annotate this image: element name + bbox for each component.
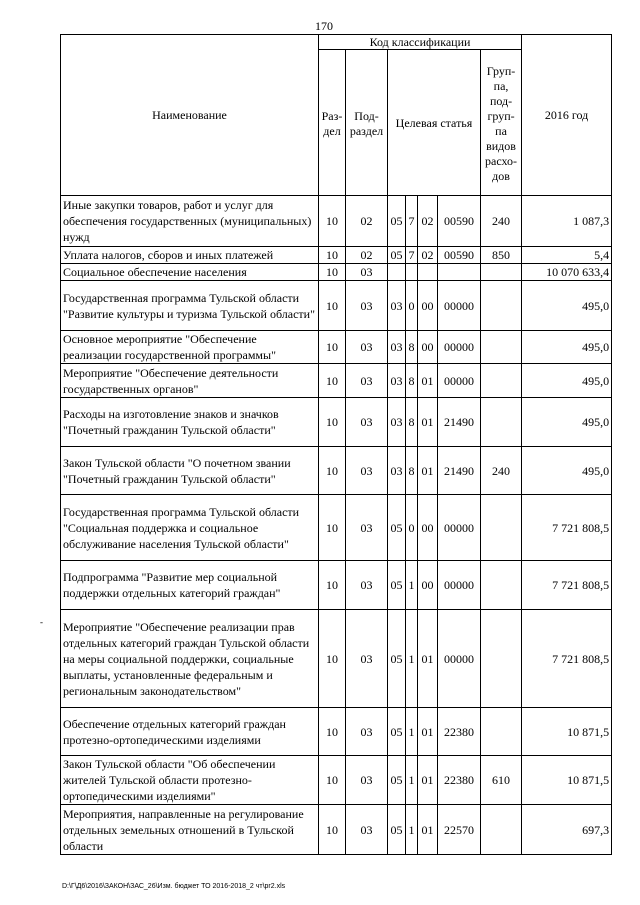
row-target-direction: 00000 [438, 561, 481, 610]
table-body [61, 196, 612, 855]
row-section: 10 [319, 247, 346, 264]
row-expense-group [481, 610, 522, 708]
row-target-program: 03 [388, 398, 406, 447]
row-expense-group [481, 264, 522, 281]
row-expense-group [481, 281, 522, 331]
row-target-program: 05 [388, 561, 406, 610]
row-target-measure: 01 [418, 447, 438, 495]
row-subsection: 03 [346, 805, 388, 855]
header-subsection: Под- раздел [346, 50, 388, 196]
row-target-measure: 01 [418, 364, 438, 398]
row-name: Обеспечение отдельных категорий граждан протезно-ортопедическими изделиями [61, 708, 319, 756]
row-target-measure: 01 [418, 610, 438, 708]
row-target-program: 05 [388, 495, 406, 561]
row-name: Уплата налогов, сборов и иных платежей [61, 247, 319, 264]
row-target-program: 05 [388, 708, 406, 756]
row-amount: 495,0 [522, 364, 612, 398]
row-target-program: 05 [388, 247, 406, 264]
row-name: Расходы на изготовление знаков и значков "Почетный гражданин Тульской области" [61, 398, 319, 447]
row-target-program [388, 264, 406, 281]
row-section: 10 [319, 561, 346, 610]
row-target-subprogram: 1 [406, 610, 418, 708]
row-target-subprogram [406, 264, 418, 281]
row-amount: 495,0 [522, 447, 612, 495]
row-target-measure [418, 264, 438, 281]
header-year: 2016 год [522, 35, 612, 196]
row-target-program: 03 [388, 447, 406, 495]
row-section: 10 [319, 398, 346, 447]
row-target-subprogram: 1 [406, 805, 418, 855]
row-expense-group [481, 398, 522, 447]
table-row [61, 805, 612, 855]
row-expense-group: 850 [481, 247, 522, 264]
row-section: 10 [319, 708, 346, 756]
row-subsection: 03 [346, 398, 388, 447]
row-section: 10 [319, 281, 346, 331]
row-target-subprogram: 1 [406, 756, 418, 805]
row-target-measure: 00 [418, 561, 438, 610]
row-target-direction: 00000 [438, 495, 481, 561]
row-expense-group [481, 708, 522, 756]
header-classification-code: Код классификации [319, 35, 522, 50]
row-subsection: 03 [346, 610, 388, 708]
table-header [61, 35, 612, 196]
row-subsection: 03 [346, 495, 388, 561]
row-subsection: 03 [346, 708, 388, 756]
row-amount: 697,3 [522, 805, 612, 855]
row-name: Основное мероприятие "Обеспечение реализации государственной программы" [61, 331, 319, 364]
row-amount: 495,0 [522, 281, 612, 331]
row-subsection: 03 [346, 561, 388, 610]
row-section: 10 [319, 610, 346, 708]
row-amount: 10 871,5 [522, 708, 612, 756]
row-target-subprogram: 7 [406, 247, 418, 264]
row-subsection: 03 [346, 364, 388, 398]
row-target-direction: 00000 [438, 364, 481, 398]
row-target-direction: 21490 [438, 398, 481, 447]
row-expense-group [481, 805, 522, 855]
row-target-subprogram: 0 [406, 281, 418, 331]
row-amount: 7 721 808,5 [522, 561, 612, 610]
table-row [61, 708, 612, 756]
row-target-program: 05 [388, 805, 406, 855]
row-expense-group [481, 331, 522, 364]
row-expense-group: 610 [481, 756, 522, 805]
row-target-direction: 00000 [438, 331, 481, 364]
row-section: 10 [319, 756, 346, 805]
row-amount: 1 087,3 [522, 196, 612, 247]
stray-mark: - [40, 617, 43, 627]
row-target-measure: 02 [418, 247, 438, 264]
table-row [61, 331, 612, 364]
row-name: Государственная программа Тульской области "Развитие культуры и туризма Тульской области" [61, 281, 319, 331]
table-row [61, 364, 612, 398]
header-name: Наименование [61, 35, 319, 196]
row-section: 10 [319, 196, 346, 247]
row-target-program: 03 [388, 281, 406, 331]
row-subsection: 02 [346, 196, 388, 247]
row-target-program: 05 [388, 756, 406, 805]
row-target-subprogram: 0 [406, 495, 418, 561]
row-amount: 5,4 [522, 247, 612, 264]
row-target-measure: 01 [418, 756, 438, 805]
row-name: Социальное обеспечение населения [61, 264, 319, 281]
file-path-footer: D:\Г\Д6\2016\ЗАКОН\ЗАС_26\Изм. бюджет ТО 2016-2018_2 чт\pr2.xls [62, 883, 286, 890]
row-target-direction: 00000 [438, 281, 481, 331]
row-target-subprogram: 7 [406, 196, 418, 247]
row-target-subprogram: 8 [406, 364, 418, 398]
row-expense-group [481, 495, 522, 561]
row-section: 10 [319, 264, 346, 281]
row-target-direction: 22380 [438, 708, 481, 756]
row-amount: 10 070 633,4 [522, 264, 612, 281]
row-target-subprogram: 8 [406, 398, 418, 447]
row-target-measure: 00 [418, 495, 438, 561]
row-target-measure: 01 [418, 708, 438, 756]
row-subsection: 03 [346, 281, 388, 331]
row-subsection: 03 [346, 264, 388, 281]
row-expense-group [481, 364, 522, 398]
row-name: Мероприятие "Обеспечение деятельности государственных органов" [61, 364, 319, 398]
page-number: 170 [315, 19, 333, 33]
row-subsection: 03 [346, 331, 388, 364]
row-target-direction: 00590 [438, 247, 481, 264]
row-name: Государственная программа Тульской области "Социальная поддержка и социальное обслуживание населения Тульской области" [61, 495, 319, 561]
row-subsection: 03 [346, 756, 388, 805]
row-name: Мероприятия, направленные на регулирование отдельных земельных отношений в Тульской области [61, 805, 319, 855]
budget-table [60, 34, 612, 855]
header-section: Раз- дел [319, 50, 346, 196]
row-target-direction: 22570 [438, 805, 481, 855]
header-expense-group: Груп- па, под- груп- па видов расхо- дов [481, 50, 522, 196]
row-name: Мероприятие "Обеспечение реализации прав отдельных категорий граждан Тульской области на меры социальной поддержки, социальные выплаты, установленные федеральным и региональным законодательством" [61, 610, 319, 708]
row-expense-group [481, 561, 522, 610]
row-name: Закон Тульской области "О почетном звании "Почетный гражданин Тульской области" [61, 447, 319, 495]
row-name: Иные закупки товаров, работ и услуг для обеспечения государственных (муниципальных) нужд [61, 196, 319, 247]
row-target-program: 03 [388, 364, 406, 398]
row-target-direction: 21490 [438, 447, 481, 495]
row-name: Закон Тульской области "Об обеспечении жителей Тульской области протезно-ортопедическими изделиями" [61, 756, 319, 805]
row-target-subprogram: 8 [406, 447, 418, 495]
row-target-program: 03 [388, 331, 406, 364]
row-target-measure: 00 [418, 331, 438, 364]
table-row [61, 610, 612, 708]
row-subsection: 02 [346, 247, 388, 264]
table-row [61, 196, 612, 247]
row-target-measure: 00 [418, 281, 438, 331]
row-target-measure: 02 [418, 196, 438, 247]
row-subsection: 03 [346, 447, 388, 495]
row-target-direction: 00000 [438, 610, 481, 708]
row-target-subprogram: 1 [406, 561, 418, 610]
row-target-program: 05 [388, 610, 406, 708]
row-name: Подпрограмма "Развитие мер социальной поддержки отдельных категорий граждан" [61, 561, 319, 610]
row-expense-group: 240 [481, 447, 522, 495]
row-section: 10 [319, 364, 346, 398]
row-amount: 495,0 [522, 398, 612, 447]
table-row [61, 264, 612, 281]
row-target-direction: 00590 [438, 196, 481, 247]
row-section: 10 [319, 447, 346, 495]
table-row [61, 495, 612, 561]
table-row [61, 281, 612, 331]
table-row [61, 398, 612, 447]
row-target-subprogram: 8 [406, 331, 418, 364]
row-amount: 7 721 808,5 [522, 610, 612, 708]
table-row [61, 247, 612, 264]
row-expense-group: 240 [481, 196, 522, 247]
row-target-direction: 22380 [438, 756, 481, 805]
row-target-subprogram: 1 [406, 708, 418, 756]
header-target-article: Целевая статья [388, 50, 481, 196]
row-target-measure: 01 [418, 398, 438, 447]
row-amount: 10 871,5 [522, 756, 612, 805]
table-row [61, 756, 612, 805]
row-section: 10 [319, 331, 346, 364]
row-target-measure: 01 [418, 805, 438, 855]
row-section: 10 [319, 805, 346, 855]
row-amount: 495,0 [522, 331, 612, 364]
row-target-direction [438, 264, 481, 281]
table-row [61, 561, 612, 610]
row-amount: 7 721 808,5 [522, 495, 612, 561]
table-row [61, 447, 612, 495]
row-section: 10 [319, 495, 346, 561]
row-target-program: 05 [388, 196, 406, 247]
